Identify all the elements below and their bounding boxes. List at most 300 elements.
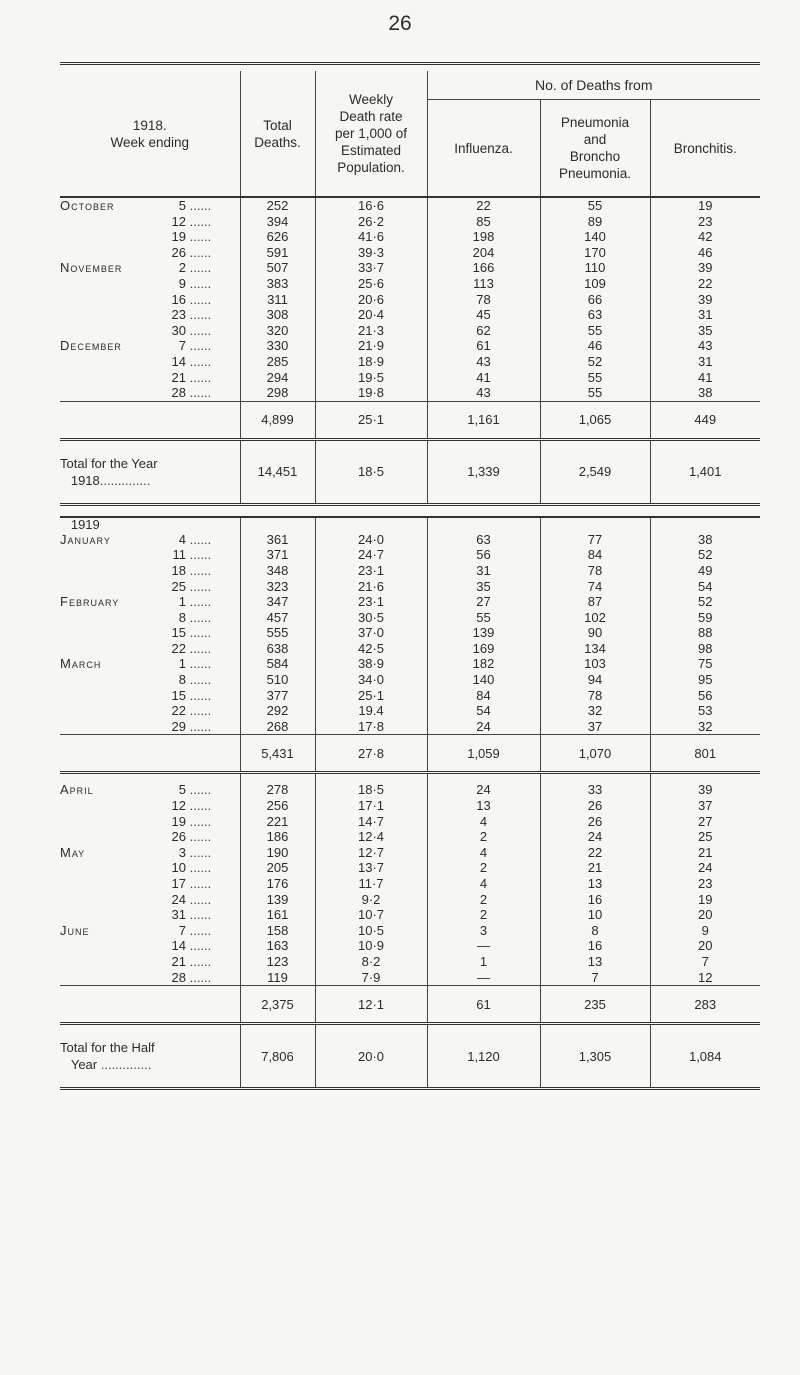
week-label: 26 ......	[60, 245, 240, 261]
week-day: 8	[178, 609, 186, 625]
subtotal-1919-q1	[60, 735, 760, 783]
week-day: 25	[171, 578, 186, 594]
cell-bronchitis: 31	[650, 354, 760, 370]
cell-rate: 10·9	[315, 938, 427, 954]
cell-total: 638	[240, 641, 315, 657]
subtotal-1918	[60, 401, 760, 439]
cell-rate: 16·6	[315, 198, 427, 214]
cell-rate: 41·6	[315, 229, 427, 245]
cell-influenza: 56	[427, 547, 540, 563]
cell-total: 123	[240, 954, 315, 970]
cell-pneumonia: 110	[540, 260, 650, 276]
cell-bronchitis: 52	[650, 594, 760, 610]
cell-rate: 10·7	[315, 907, 427, 923]
cell-total: 139	[240, 892, 315, 908]
half-year-cell: 20·0	[315, 1024, 427, 1089]
cell-rate: 21·9	[315, 338, 427, 354]
cell-rate: 24·0	[315, 532, 427, 548]
cell-influenza: 4	[427, 814, 540, 830]
week-label: October 5 ......	[60, 198, 212, 213]
cell-pneumonia: 10	[540, 907, 650, 923]
cell-influenza: 63	[427, 532, 540, 548]
year-total-cell: 14,451	[240, 439, 315, 504]
header-pneumonia: Pneumonia and Broncho Pneumonia.	[540, 100, 650, 198]
header-week-ending: 1918. Week ending	[110, 117, 190, 150]
week-label: January 4 ......	[60, 531, 212, 547]
cell-influenza: 54	[427, 703, 540, 719]
week-day: 14	[171, 938, 186, 954]
subtotal-cell: 801	[650, 735, 760, 773]
cell-total: 626	[240, 229, 315, 245]
week-label: 8 ......	[60, 672, 240, 688]
cell-rate: 11·7	[315, 876, 427, 892]
week-day: 11	[172, 547, 186, 563]
cell-total: 298	[240, 385, 315, 401]
table-row	[60, 292, 760, 308]
cell-bronchitis: 95	[650, 672, 760, 688]
cell-bronchitis: 23	[650, 876, 760, 892]
week-label: 22 ......	[60, 641, 240, 657]
cell-bronchitis: 46	[650, 245, 760, 261]
cell-pneumonia: 134	[540, 641, 650, 657]
table-row	[60, 907, 760, 923]
cell-pneumonia: 13	[540, 876, 650, 892]
table-row	[60, 845, 760, 861]
week-day: 9	[178, 275, 186, 291]
subtotal-cell: 61	[427, 986, 540, 1024]
week-label: 29 ......	[60, 719, 240, 735]
cell-pneumonia: 87	[540, 594, 650, 610]
month-name: November	[60, 260, 123, 276]
cell-pneumonia: 13	[540, 954, 650, 970]
week-label: 24 ......	[60, 892, 240, 908]
cell-pneumonia: 22	[540, 845, 650, 861]
cell-bronchitis: 38	[650, 385, 760, 401]
cell-total: 348	[240, 563, 315, 579]
table-row	[60, 860, 760, 876]
cell-pneumonia: 78	[540, 563, 650, 579]
week-day: 1	[178, 594, 186, 610]
header-bronchitis: Bronchitis.	[650, 100, 760, 198]
subtotal-cell: 449	[650, 401, 760, 439]
cell-pneumonia: 33	[540, 782, 650, 798]
cell-rate: 18·5	[315, 782, 427, 798]
cell-influenza: 22	[427, 198, 540, 214]
week-label: 10 ......	[60, 860, 240, 876]
week-label: May 3 ......	[60, 844, 212, 860]
week-day: 3	[178, 844, 186, 860]
table-row	[60, 923, 760, 939]
week-label: 26 ......	[60, 829, 240, 845]
cell-total: 555	[240, 625, 315, 641]
cell-bronchitis: 31	[650, 307, 760, 323]
table-row	[60, 198, 760, 214]
cell-influenza: 204	[427, 245, 540, 261]
cell-influenza: 169	[427, 641, 540, 657]
week-day: 26	[171, 244, 186, 260]
week-day: 28	[171, 385, 186, 401]
table-row	[60, 938, 760, 954]
cell-pneumonia: 66	[540, 292, 650, 308]
subtotal-cell: 27·8	[315, 735, 427, 773]
month-name: February	[60, 594, 120, 610]
cell-pneumonia: 78	[540, 688, 650, 704]
week-label: 17 ......	[60, 876, 240, 892]
half-year-cell: 7,806	[240, 1024, 315, 1089]
cell-pneumonia: 170	[540, 245, 650, 261]
week-day: 16	[171, 291, 186, 307]
table-row	[60, 703, 760, 719]
half-year-cell: 1,305	[540, 1024, 650, 1089]
cell-rate: 37·0	[315, 625, 427, 641]
cell-rate: 12·4	[315, 829, 427, 845]
cell-rate: 24·7	[315, 547, 427, 563]
cell-pneumonia: 90	[540, 625, 650, 641]
cell-rate: 33·7	[315, 260, 427, 276]
week-label: 19 ......	[60, 814, 240, 830]
header-death-rate: Weekly Death rate per 1,000 of Estimated Population.	[315, 71, 427, 197]
cell-total: 361	[240, 532, 315, 548]
cell-total: 278	[240, 782, 315, 798]
header-deaths-from-group: No. of Deaths from	[427, 71, 760, 100]
week-day: 22	[171, 703, 186, 719]
subtotal-cell: 1,070	[540, 735, 650, 773]
table-row	[60, 307, 760, 323]
year-total-cell: 1,339	[427, 439, 540, 504]
cell-influenza: 139	[427, 625, 540, 641]
week-day: 29	[171, 718, 186, 734]
table-row	[60, 214, 760, 230]
cell-rate: 17·8	[315, 719, 427, 735]
cell-bronchitis: 53	[650, 703, 760, 719]
half-year-cell: 1,120	[427, 1024, 540, 1089]
cell-rate: 42·5	[315, 641, 427, 657]
week-label: June 7 ......	[60, 922, 212, 938]
cell-total: 591	[240, 245, 315, 261]
week-label: 15 ......	[60, 625, 240, 641]
month-name: March	[60, 656, 102, 672]
week-label: 14 ......	[60, 354, 240, 370]
cell-rate: 19·5	[315, 370, 427, 386]
cell-pneumonia: 74	[540, 579, 650, 595]
year-1919-label: 1919	[60, 517, 240, 532]
cell-bronchitis: 59	[650, 610, 760, 626]
week-day: 12	[171, 213, 186, 229]
table-row	[60, 276, 760, 292]
cell-bronchitis: 32	[650, 719, 760, 735]
cell-influenza: 3	[427, 923, 540, 939]
cell-bronchitis: 24	[650, 860, 760, 876]
cell-bronchitis: 20	[650, 938, 760, 954]
cell-rate: 23·1	[315, 563, 427, 579]
cell-bronchitis: 88	[650, 625, 760, 641]
year-total-1918	[60, 439, 760, 532]
cell-total: 308	[240, 307, 315, 323]
cell-bronchitis: 25	[650, 829, 760, 845]
cell-bronchitis: 39	[650, 260, 760, 276]
cell-bronchitis: 19	[650, 198, 760, 214]
week-day: 7	[178, 338, 186, 354]
cell-influenza: 84	[427, 688, 540, 704]
cell-influenza: 140	[427, 672, 540, 688]
cell-rate: 34·0	[315, 672, 427, 688]
week-day: 8	[178, 672, 186, 688]
table-row	[60, 798, 760, 814]
cell-rate: 13·7	[315, 860, 427, 876]
cell-influenza: 31	[427, 563, 540, 579]
cell-bronchitis: 49	[650, 563, 760, 579]
subtotal-cell: 235	[540, 986, 650, 1024]
cell-pneumonia: 89	[540, 214, 650, 230]
subtotal-1919-q2	[60, 986, 760, 1024]
cell-total: 371	[240, 547, 315, 563]
subtotal-cell: 4,899	[240, 401, 315, 439]
week-label: 31 ......	[60, 907, 240, 923]
week-label: 16 ......	[60, 292, 240, 308]
cell-bronchitis: 56	[650, 688, 760, 704]
week-label: 12 ......	[60, 798, 240, 814]
cell-rate: 19.4	[315, 703, 427, 719]
cell-influenza: 43	[427, 385, 540, 401]
cell-influenza: 55	[427, 610, 540, 626]
cell-bronchitis: 98	[650, 641, 760, 657]
cell-influenza: 198	[427, 229, 540, 245]
section-1919-q1	[60, 532, 760, 735]
month-name: May	[60, 844, 86, 860]
cell-influenza: 1	[427, 954, 540, 970]
cell-bronchitis: 35	[650, 323, 760, 339]
cell-total: 347	[240, 594, 315, 610]
week-day: 12	[171, 798, 186, 814]
cell-pneumonia: 84	[540, 547, 650, 563]
table-row	[60, 719, 760, 735]
table-row	[60, 229, 760, 245]
table-row	[60, 656, 760, 672]
table-row	[60, 260, 760, 276]
cell-rate: 20·6	[315, 292, 427, 308]
cell-rate: 14·7	[315, 814, 427, 830]
week-label: 22 ......	[60, 703, 240, 719]
week-day: 10	[171, 860, 186, 876]
cell-pneumonia: 16	[540, 892, 650, 908]
cell-total: 163	[240, 938, 315, 954]
table-row	[60, 829, 760, 845]
table-row	[60, 354, 760, 370]
cell-total: 256	[240, 798, 315, 814]
half-year-total	[60, 1024, 760, 1089]
cell-pneumonia: 63	[540, 307, 650, 323]
cell-influenza: 113	[427, 276, 540, 292]
mortality-table-container	[60, 62, 760, 1090]
table-row	[60, 245, 760, 261]
section-1918	[60, 198, 760, 401]
week-day: 5	[178, 198, 186, 213]
cell-rate: 9·2	[315, 892, 427, 908]
cell-influenza: 166	[427, 260, 540, 276]
cell-bronchitis: 52	[650, 547, 760, 563]
cell-pneumonia: 16	[540, 938, 650, 954]
cell-bronchitis: 23	[650, 214, 760, 230]
table-row	[60, 641, 760, 657]
cell-bronchitis: 27	[650, 814, 760, 830]
week-day: 1	[178, 656, 186, 672]
cell-influenza: 24	[427, 782, 540, 798]
week-day: 19	[171, 229, 186, 245]
cell-influenza: 85	[427, 214, 540, 230]
cell-pneumonia: 55	[540, 198, 650, 214]
cell-pneumonia: 26	[540, 814, 650, 830]
month-name: October	[60, 198, 115, 213]
cell-pneumonia: 77	[540, 532, 650, 548]
cell-influenza: —	[427, 970, 540, 986]
cell-rate: 23·1	[315, 594, 427, 610]
cell-influenza: 13	[427, 798, 540, 814]
cell-pneumonia: 37	[540, 719, 650, 735]
subtotal-cell: 1,065	[540, 401, 650, 439]
cell-influenza: 78	[427, 292, 540, 308]
subtotal-cell: 1,059	[427, 735, 540, 773]
cell-rate: 8·2	[315, 954, 427, 970]
cell-rate: 19·8	[315, 385, 427, 401]
cell-total: 584	[240, 656, 315, 672]
section-1919-q2	[60, 782, 760, 985]
week-day: 14	[171, 353, 186, 369]
cell-total: 161	[240, 907, 315, 923]
week-day: 4	[178, 531, 186, 547]
cell-rate: 38·9	[315, 656, 427, 672]
cell-influenza: 4	[427, 876, 540, 892]
cell-rate: 25·1	[315, 688, 427, 704]
cell-pneumonia: 52	[540, 354, 650, 370]
week-day: 23	[171, 307, 186, 323]
table-row	[60, 338, 760, 354]
year-total-cell: 18·5	[315, 439, 427, 504]
cell-total: 292	[240, 703, 315, 719]
cell-influenza: 2	[427, 829, 540, 845]
cell-total: 394	[240, 214, 315, 230]
week-day: 24	[171, 891, 186, 907]
week-day: 18	[171, 562, 186, 578]
table-row	[60, 370, 760, 386]
cell-total: 330	[240, 338, 315, 354]
cell-pneumonia: 102	[540, 610, 650, 626]
cell-bronchitis: 42	[650, 229, 760, 245]
cell-pneumonia: 32	[540, 703, 650, 719]
week-day: 2	[178, 260, 186, 276]
week-label: 12 ......	[60, 214, 240, 230]
table-row	[60, 385, 760, 401]
cell-total: 311	[240, 292, 315, 308]
week-day: 30	[171, 322, 186, 338]
cell-total: 285	[240, 354, 315, 370]
table-row	[60, 594, 760, 610]
cell-rate: 21·3	[315, 323, 427, 339]
month-name: December	[60, 338, 122, 354]
table-row	[60, 323, 760, 339]
cell-bronchitis: 7	[650, 954, 760, 970]
table-row	[60, 563, 760, 579]
cell-rate: 12·7	[315, 845, 427, 861]
table-row	[60, 954, 760, 970]
cell-total: 383	[240, 276, 315, 292]
cell-influenza: 45	[427, 307, 540, 323]
cell-pneumonia: 26	[540, 798, 650, 814]
cell-influenza: 2	[427, 892, 540, 908]
cell-rate: 21·6	[315, 579, 427, 595]
cell-pneumonia: 109	[540, 276, 650, 292]
half-year-cell: 1,084	[650, 1024, 760, 1089]
cell-influenza: 4	[427, 845, 540, 861]
week-day: 15	[171, 687, 186, 703]
week-day: 21	[171, 953, 186, 969]
cell-bronchitis: 20	[650, 907, 760, 923]
cell-total: 221	[240, 814, 315, 830]
cell-bronchitis: 21	[650, 845, 760, 861]
week-label: 28 ......	[60, 385, 240, 401]
cell-bronchitis: 9	[650, 923, 760, 939]
cell-rate: 7·9	[315, 970, 427, 986]
cell-total: 176	[240, 876, 315, 892]
cell-pneumonia: 21	[540, 860, 650, 876]
month-name: April	[60, 782, 94, 798]
subtotal-cell: 2,375	[240, 986, 315, 1024]
week-day: 7	[178, 922, 186, 938]
cell-bronchitis: 39	[650, 782, 760, 798]
week-label: 21 ......	[60, 370, 240, 386]
week-day: 22	[171, 640, 186, 656]
cell-rate: 25·6	[315, 276, 427, 292]
table-row	[60, 688, 760, 704]
week-label: 15 ......	[60, 688, 240, 704]
week-label: 23 ......	[60, 307, 240, 323]
table-row	[60, 532, 760, 548]
week-label: March 1 ......	[60, 656, 212, 672]
cell-bronchitis: 22	[650, 276, 760, 292]
table-row	[60, 892, 760, 908]
cell-pneumonia: 94	[540, 672, 650, 688]
cell-total: 377	[240, 688, 315, 704]
page-number: 26	[388, 12, 412, 35]
cell-pneumonia: 24	[540, 829, 650, 845]
month-name: January	[60, 531, 111, 547]
cell-influenza: 62	[427, 323, 540, 339]
cell-rate: 20·4	[315, 307, 427, 323]
cell-bronchitis: 39	[650, 292, 760, 308]
cell-bronchitis: 43	[650, 338, 760, 354]
cell-bronchitis: 19	[650, 892, 760, 908]
month-name: June	[60, 922, 90, 938]
cell-pneumonia: 140	[540, 229, 650, 245]
week-label: 11 ......	[60, 547, 240, 563]
table-row	[60, 579, 760, 595]
week-day: 15	[171, 625, 186, 641]
cell-influenza: 27	[427, 594, 540, 610]
mortality-table	[60, 62, 760, 1090]
cell-bronchitis: 12	[650, 970, 760, 986]
week-day: 28	[171, 969, 186, 985]
week-label: 8 ......	[60, 610, 240, 626]
year-total-label: Total for the Year 1918..............	[60, 439, 240, 504]
week-label: 28 ......	[60, 970, 240, 986]
subtotal-cell: 12·1	[315, 986, 427, 1024]
week-day: 26	[171, 829, 186, 845]
week-day: 21	[171, 369, 186, 385]
table-row	[60, 970, 760, 986]
table-row	[60, 814, 760, 830]
week-day: 5	[178, 782, 186, 798]
cell-pneumonia: 8	[540, 923, 650, 939]
cell-rate: 18·9	[315, 354, 427, 370]
